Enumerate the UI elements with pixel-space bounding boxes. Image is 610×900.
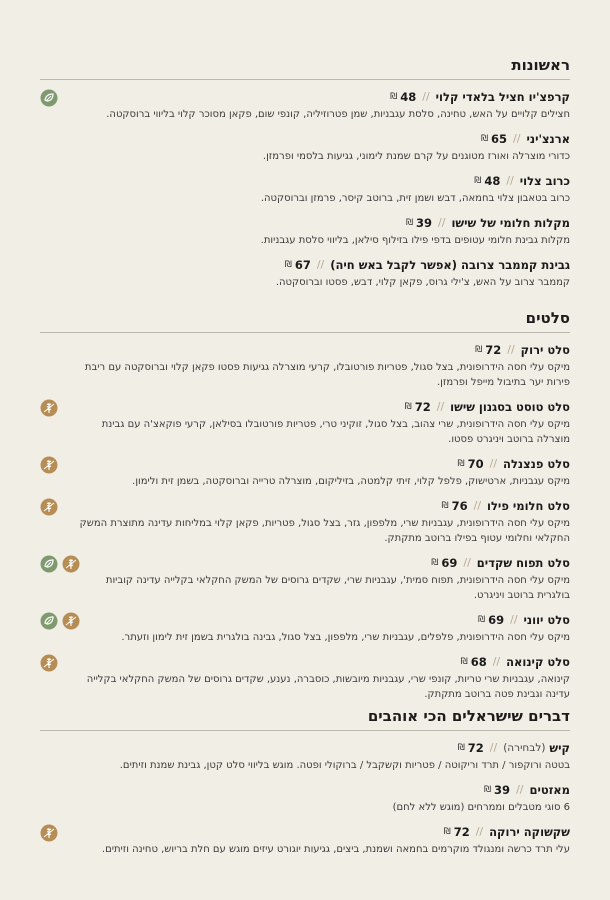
item-name: סלט תפוח שקדים [476,556,570,570]
wheat-icon [62,555,80,573]
menu-item [40,257,570,290]
currency-symbol: ₪ [457,743,465,753]
item-price: 69 [488,613,505,627]
price-separator: // [513,132,521,145]
item-name: סלט חלומי פילו [487,499,570,513]
item-header [40,173,570,189]
item-header [40,782,570,798]
item-price: 48 [400,90,417,104]
currency-symbol: ₪ [483,785,492,795]
item-name: סלט פנצנלה [503,457,570,471]
item-price: 76 [451,499,468,513]
item-description: מיקס עלי חסה הידרופונית, תפוח סמית', עגבניות שרי, שקדים גרוסים של המשק החקלאי בקלייה עדינה קוביות בולגרית ברוטב ויניגרט. [105,575,570,601]
price-separator: // [436,400,445,413]
price-separator: // [506,174,514,187]
item-name: כרוב צלוי [519,174,570,188]
item-price: 39 [494,783,511,797]
menu-item [40,740,570,773]
price-separator: // [422,90,430,103]
currency-symbol: ₪ [390,92,398,102]
currency-symbol: ₪ [460,657,468,667]
item-note: (לבחירה) [503,742,546,754]
price-separator: // [516,783,524,796]
currency-symbol: ₪ [478,615,486,625]
item-price: 69 [441,556,458,570]
item-description: מיקס עגבניות, ארטישוק, פלפל קלוי, זיתי קלמטה, בזיליקום, מוצרלה טרייה וברוסקטה, בשמן זית ולימון. [132,476,570,487]
item-price: 39 [416,216,433,230]
currency-symbol: ₪ [404,402,412,412]
menu-item [40,498,570,546]
section-title: דברים שישראלים הכי אוהבים [40,707,570,731]
currency-symbol: ₪ [480,134,489,144]
item-price: 68 [470,655,487,669]
wheat-icon [40,654,58,672]
currency-symbol: ₪ [405,218,414,228]
item-header [40,612,570,628]
price-separator: // [492,655,501,668]
item-name: שקשוקה ירוקה [489,825,570,839]
item-icons [40,824,58,842]
menu-item [40,654,570,702]
item-description: מיקס עלי חסה הידרופונית, פלפלים, עגבניות שרי, מלפפון, בצל סגול, גבינה בולגרית בשמן זית לימון וזעתר. [121,632,570,643]
vegan-icon [40,612,58,630]
price-separator: // [438,216,446,229]
vegan-icon [40,89,58,107]
item-description: מיקס עלי חסה הידרופונית, עגבניות שרי, מלפפון, גזר, בצל סגול, פטריות, פקאן קלוי במליחות עדינה מתוצרת המשק החקלאי וחלומי עטוף בפילו ברוטב מתקתק. [79,518,570,544]
item-description: עלי תרד כרשה ומנגולד מוקרמים בחמאה ושמנת, ביצים, גגיעות יוגורט עיזים מוגש עם חלת בריוש, טחינה וזיתים. [101,844,570,855]
item-description: 6 סוגי מטבלים וממרחים (מוגש ללא לחם) [392,802,570,813]
item-icons [40,612,80,630]
item-description: קינואה, עגבניות שרי טריות, קונפי שרי, עגבניות מיובשות, כוסברה, נענע, שקדים גרוסים של המשק החקלאי בקלייה עדינה וגבינת פטה ברוטב מתקתק. [86,674,570,700]
item-name: ארנצ'יני [526,132,570,146]
price-separator: // [507,343,515,356]
item-price: 72 [453,825,470,839]
price-separator: // [473,499,482,512]
currency-symbol: ₪ [457,459,465,469]
item-name: סלט קינואה [506,655,570,669]
item-header [40,89,570,105]
item-description: מיקס עלי חסה הידרופונית, שרי צהוב, בצל סגול, זוקיני טרי, פטריות פורטובלו בסילאן, קרעי פוקאצ'ה עם גבינת מוצרלה ברוטב ויניגרט פסטו. [101,419,570,445]
item-price: 72 [467,741,484,755]
menu-item [40,824,570,857]
item-header [40,824,570,840]
menu-item [40,555,570,603]
section-starters [40,56,570,290]
item-price: 67 [294,258,311,272]
item-header [40,131,570,147]
vegan-icon [40,555,58,573]
wheat-icon [40,456,58,474]
section-salads [40,309,570,702]
item-icons [40,456,58,474]
price-separator: // [463,556,471,569]
item-header [40,555,570,571]
currency-symbol: ₪ [443,827,451,837]
item-name: קרפצ'יו חציל בלאדי קלוי [435,90,570,104]
wheat-icon [40,824,58,842]
wheat-icon [62,612,80,630]
item-header [40,740,570,756]
menu-item [40,173,570,206]
item-description: מיקס עלי חסה הידרופונית, בצל סגול, פטריות פורטובלו, קרעי מוצרלה גגיעות פסטו פקאן קלוי וברוסקטה עם ריבת פירות יער בתיבול מייפל ופרמזן. [84,362,570,388]
item-price: 72 [414,400,431,414]
menu-item [40,89,570,122]
item-description: מקלות גבינת חלומי עטופים בדפי פילו בזילוף סילאן, בליווי סלסת עגבניות. [260,235,570,246]
item-name: סלט יווני [523,613,570,627]
item-header [40,342,570,358]
menu-item [40,399,570,447]
item-header [40,654,570,670]
item-header [40,456,570,472]
item-price: 48 [484,174,501,188]
currency-symbol: ₪ [475,345,483,355]
wheat-icon [40,498,58,516]
section-title: סלטים [40,309,570,333]
item-name: סלט ירוק [520,343,570,357]
item-description: כדורי מוצרלה ואורז מטוגנים על קרם שמנת לימוני, גגיעות בלסמי ופרמזן. [262,151,570,162]
item-price: 70 [467,457,484,471]
menu-item [40,131,570,164]
item-icons [40,89,58,107]
item-icons [40,654,58,672]
price-separator: // [316,258,325,271]
menu-item [40,612,570,645]
item-description: בטטה ורוקפור / תרד וריקוטה / פטריות וקשקבל / ברוקולי ופטה. מוגש בליווי סלט קטן, גבינת שמנת וזיתים. [119,760,570,771]
item-price: 65 [491,132,508,146]
item-description: כרוב בטאבון צלוי בחמאה, דבש ושמן זית, ברוטב קיסר, פרמזן וברוסקטה. [260,193,570,204]
menu-item [40,215,570,248]
item-description: קממבר צרוב על האש, צ'ילי גרוס, פקאן קלוי, דבש, פסטו וברוסקטה. [275,277,570,288]
item-name: סלט טוסט בסגנון שישו [450,400,570,414]
wheat-icon [40,399,58,417]
item-header [40,498,570,514]
currency-symbol: ₪ [441,501,449,511]
price-separator: // [475,825,484,838]
currency-symbol: ₪ [431,558,439,568]
section-title: ראשונות [40,56,570,80]
menu-item [40,782,570,815]
item-name: קיש [549,741,570,755]
item-name: מאזטים [529,783,570,797]
item-header [40,257,570,273]
item-icons [40,498,58,516]
item-header [40,215,570,231]
item-description: חצילים קלויים על האש, טחינה, סלסת עגבניות, שמן פטרוזיליה, קונפי שום, פקאן מסוכר קלוי בליווי ברוסקטה. [106,109,570,120]
item-price: 72 [485,343,502,357]
currency-symbol: ₪ [474,176,482,186]
currency-symbol: ₪ [284,260,292,270]
item-header [40,399,570,415]
menu-item [40,342,570,390]
menu-item [40,456,570,489]
price-separator: // [489,457,498,470]
price-separator: // [510,613,518,626]
item-icons [40,555,80,573]
item-icons [40,399,58,417]
item-name: גבינת קממבר צרובה (אפשר לקבל באש חיה) [330,258,570,272]
price-separator: // [489,741,498,754]
item-name: מקלות חלומי של שישו [451,216,570,230]
section-israeli-favorites [40,707,570,857]
